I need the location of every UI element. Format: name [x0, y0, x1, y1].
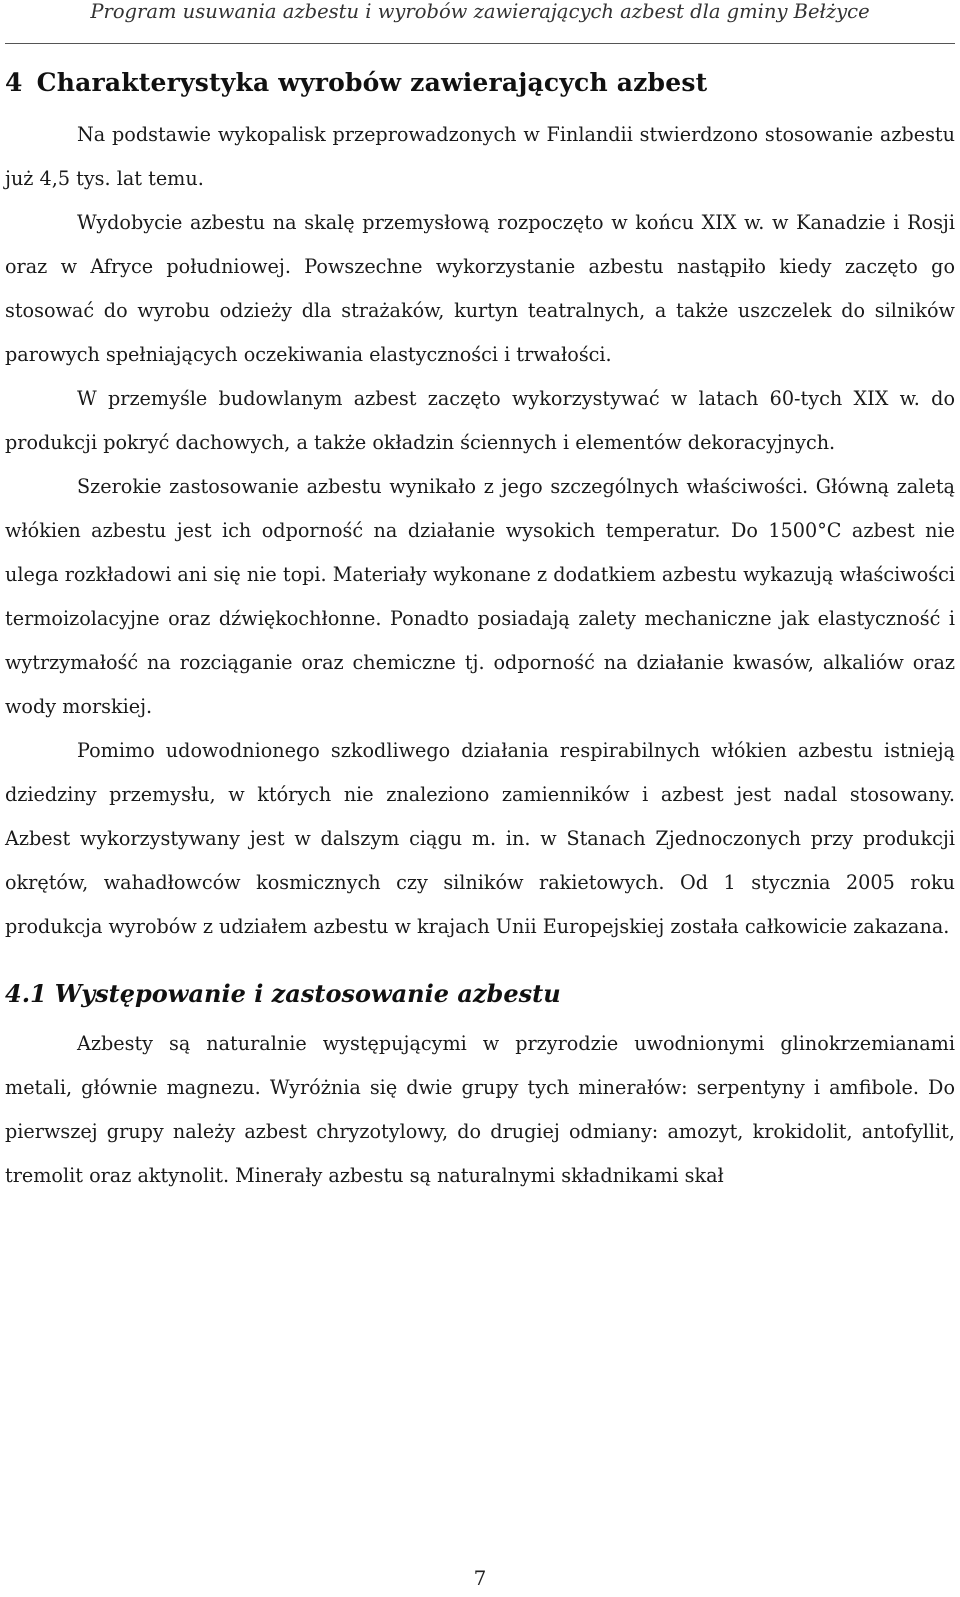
- section-heading: [5, 979, 955, 1009]
- chapter-title: Charakterystyka wyrobów zawierających azbest: [36, 68, 708, 97]
- paragraph-occurrence: Azbesty są naturalnie występującymi w przyrodzie uwodnionymi glinokrzemianami metali, głównie magnezu. Wyróżnia się dwie grupy tych minerałów: serpentyny i amfibole. Do pierwszej grupy należy azbest chryzotylowy, do drugiej odmiany: amozyt, krokidolit, antofyllit, tremolit oraz aktynolit. Minerały azbestu są naturalnymi składnikami skał: [5, 1032, 955, 1187]
- paragraph-industry-use: Pomimo udowodnionego szkodliwego działania respirabilnych włókien azbestu istnieją dziedziny przemysłu, w których nie znaleziono zamienników i azbest jest nadal stosowany. Azbest wykorzystywany jest w dalszym ciągu m. in. w Stanach Zjednoczonych przy produkcji okrętów, wahadłowców kosmicznych czy silników rakietowych. Od 1 stycznia 2005 roku produkcja wyrobów z udziałem azbestu w krajach Unii Europejskiej została całkowicie zakazana.: [5, 739, 955, 938]
- paragraph-construction: W przemyśle budowlanym azbest zaczęto wykorzystywać w latach 60-tych XIX w. do produkcji pokryć dachowych, a także okładzin ściennych i elementów dekoracyjnych.: [5, 387, 955, 454]
- header-divider: [5, 43, 955, 44]
- paragraph-properties: Szerokie zastosowanie azbestu wynikało z jego szczególnych właściwości. Główną zaletą włókien azbestu jest ich odporność na działanie wysokich temperatur. Do 1500°C azbest nie ulega rozkładowi ani się nie topi. Materiały wykonane z dodatkiem azbestu wykazują właściwości termoizolacyjne oraz dźwiękochłonne. Ponadto posiadają zalety mechaniczne jak elastyczność i wytrzymałość na rozciąganie oraz chemiczne tj. odporność na działanie kwasów, alkaliów oraz wody morskiej.: [5, 475, 955, 718]
- chapter-number: 4: [5, 68, 23, 97]
- running-header: Program usuwania azbestu i wyrobów zawierających azbest dla gminy Bełżyce: [90, 0, 870, 23]
- chapter-heading: [5, 66, 955, 100]
- paragraph-mining: Wydobycie azbestu na skalę przemysłową rozpoczęto w końcu XIX w. w Kanadzie i Rosji oraz w Afryce południowej. Powszechne wykorzystanie azbestu nastąpiło kiedy zaczęto go stosować do wyrobu odzieży dla strażaków, kurtyn teatralnych, a także uszczelek do silników parowych spełniających oczekiwania elastyczności i trwałości.: [5, 211, 955, 366]
- page-number: 7: [473, 1566, 487, 1590]
- section-title: Występowanie i zastosowanie azbestu: [54, 979, 561, 1008]
- section-number: 4.1: [5, 979, 47, 1008]
- page-content: [5, 66, 955, 1198]
- paragraph-finland: Na podstawie wykopalisk przeprowadzonych w Finlandii stwierdzono stosowanie azbestu już 4,5 tys. lat temu.: [5, 123, 955, 190]
